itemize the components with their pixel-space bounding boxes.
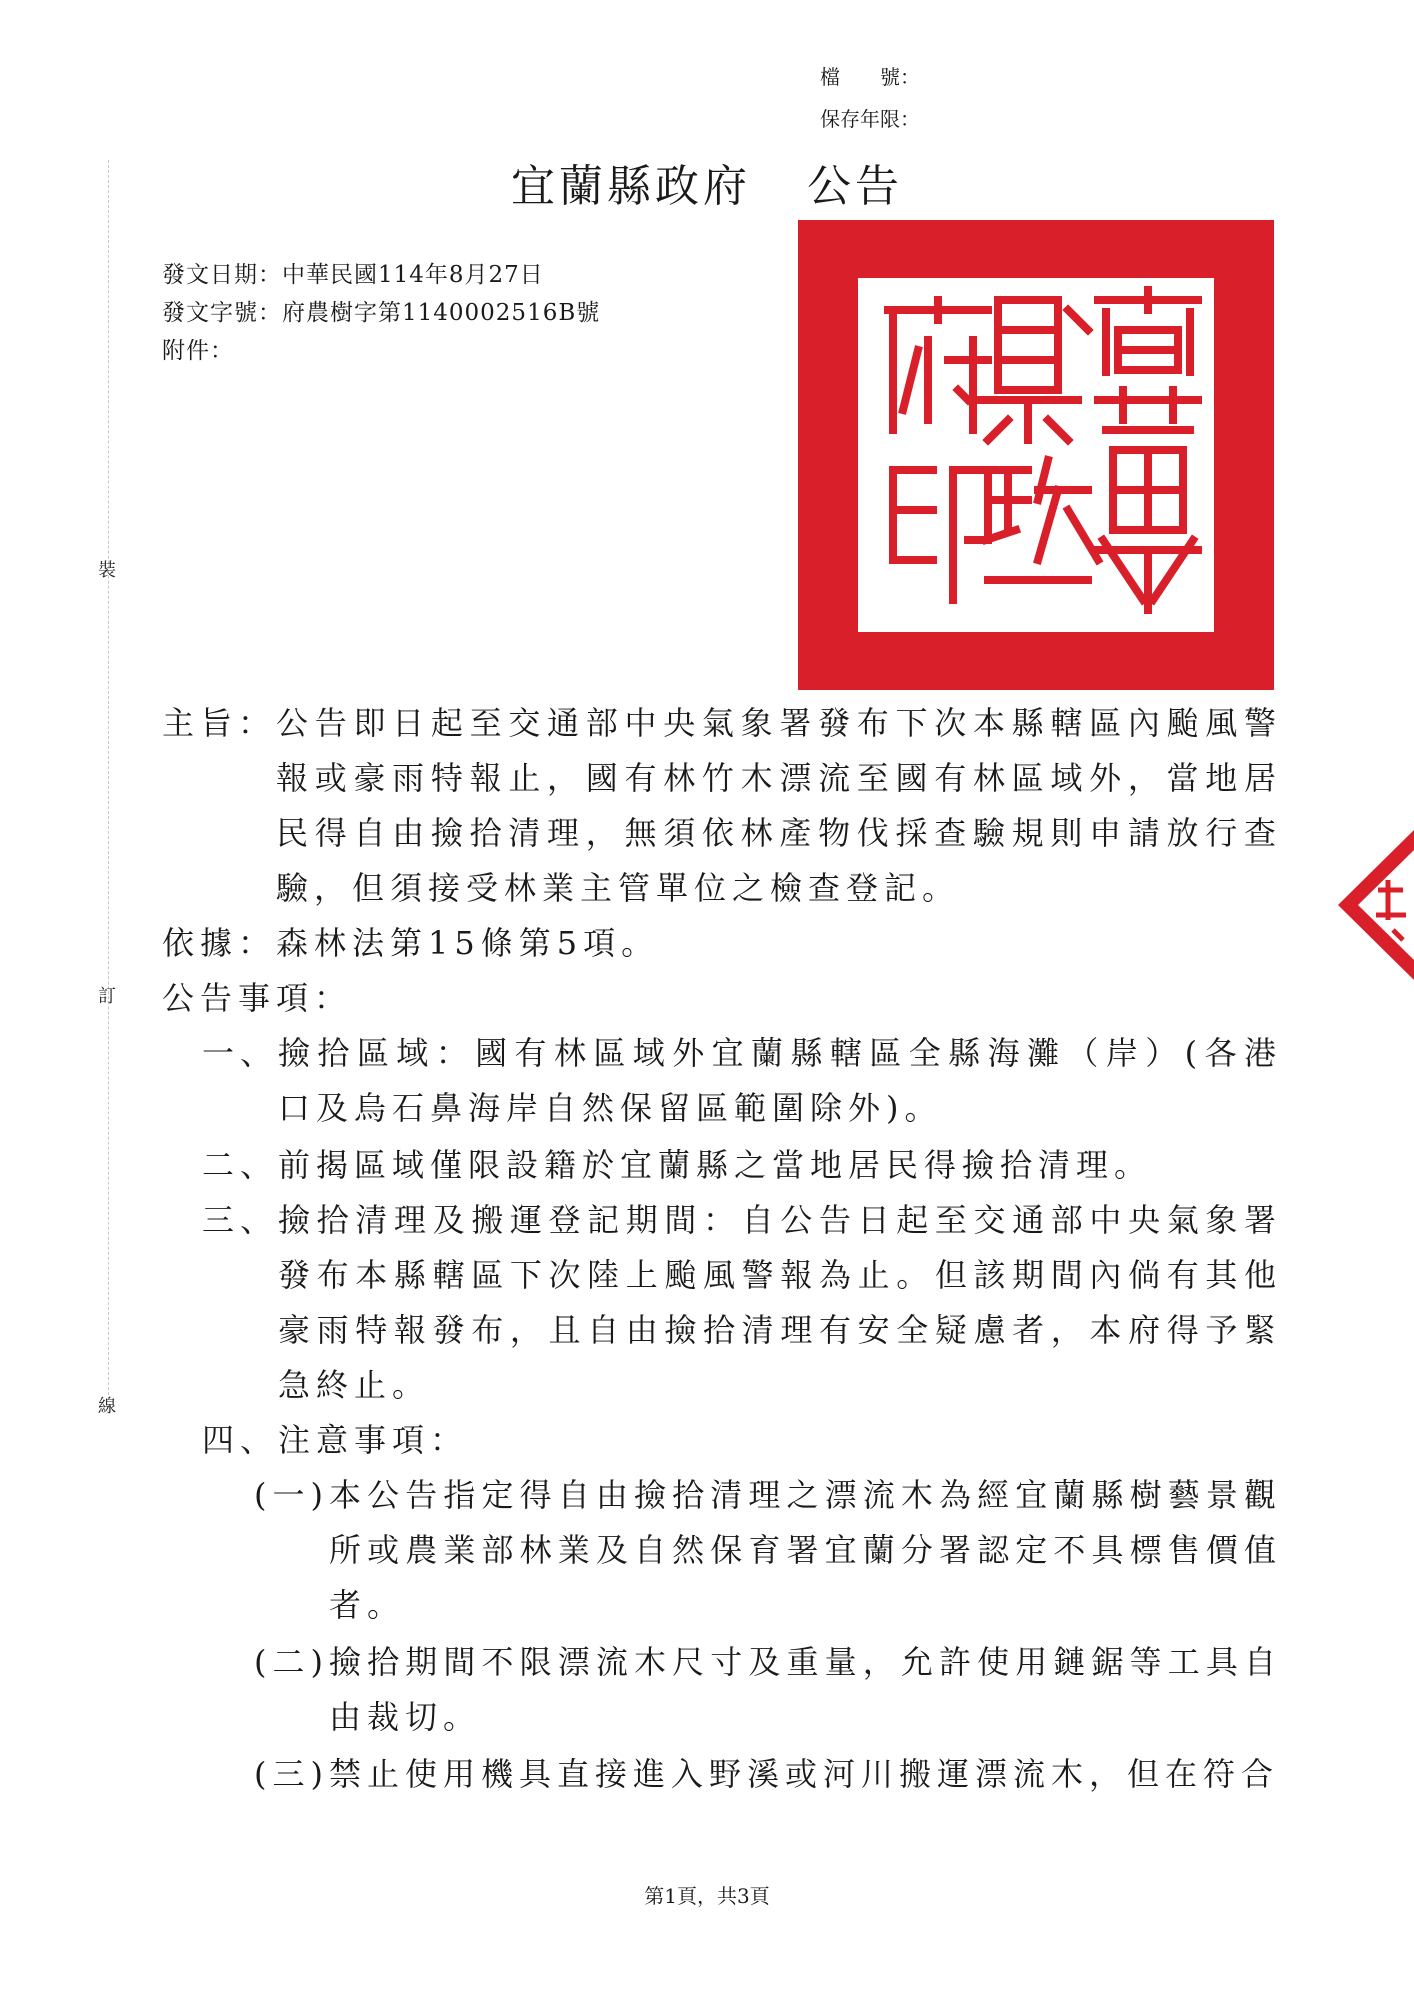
item-1-label: 一、 bbox=[202, 1034, 279, 1072]
subject-label: 主旨： bbox=[162, 704, 277, 742]
item-3-text: 撿拾清理及搬運登記期間：自公告日起至交通部中央氣象署發布本縣轄區下次陸上颱風警報為止。但該期間內倘有其他豪雨特報發布，且自由撿拾清理有安全疑慮者，本府得予緊急終止。 bbox=[278, 1201, 1282, 1404]
partial-seal bbox=[1318, 830, 1414, 980]
subject-paragraph bbox=[162, 696, 1282, 916]
binding-mark-line: 線 bbox=[98, 1396, 116, 1417]
official-seal bbox=[798, 220, 1274, 690]
items-label: 公告事項： bbox=[162, 979, 353, 1017]
item-1 bbox=[162, 1026, 1282, 1136]
items-heading bbox=[162, 971, 1282, 1026]
retention-period-label: 保存年限： bbox=[820, 107, 920, 131]
item-2 bbox=[162, 1138, 1282, 1193]
sub-item-1 bbox=[162, 1468, 1282, 1633]
item-4 bbox=[162, 1413, 1282, 1468]
sub-item-1-label: (一) bbox=[254, 1476, 329, 1514]
sub-item-2-text: 撿拾期間不限漂流木尺寸及重量，允許使用鏈鋸等工具自由裁切。 bbox=[328, 1643, 1282, 1736]
announcement-body bbox=[162, 696, 1282, 1802]
item-4-label: 四、 bbox=[202, 1421, 279, 1459]
binding-line bbox=[108, 160, 109, 1400]
sub-item-2-label: (二) bbox=[254, 1643, 329, 1681]
page-title bbox=[0, 150, 1414, 214]
page-number: 第1頁，共3頁 bbox=[644, 1884, 770, 1908]
item-2-text: 前揭區域僅限設籍於宜蘭縣之當地居民得撿拾清理。 bbox=[278, 1146, 1153, 1184]
basis-label: 依據： bbox=[162, 924, 277, 962]
sub-item-3-text: 禁止使用機具直接進入野溪或河川搬運漂流木，但在符合 bbox=[328, 1755, 1279, 1793]
document-type: 公告 bbox=[807, 161, 903, 212]
basis-paragraph bbox=[162, 916, 1282, 971]
sub-item-2 bbox=[162, 1635, 1282, 1745]
item-2-label: 二、 bbox=[202, 1146, 279, 1184]
agency-name: 宜蘭縣政府 bbox=[511, 161, 751, 212]
item-3-label: 三、 bbox=[202, 1201, 279, 1239]
item-4-text: 注意事項： bbox=[278, 1421, 469, 1459]
basis-text: 森林法第15條第5項。 bbox=[276, 924, 660, 962]
item-3 bbox=[162, 1193, 1282, 1413]
sub-item-3 bbox=[162, 1747, 1282, 1802]
subject-text: 公告即日起至交通部中央氣象署發布下次本縣轄區內颱風警報或豪雨特報止，國有林竹木漂流至國有林區域外，當地居民得自由撿拾清理，無須依林產物伐採查驗規則申請放行查驗，但須接受林業主管單位之檢查登記。 bbox=[276, 704, 1282, 907]
file-info-box bbox=[820, 56, 920, 140]
sub-item-1-text: 本公告指定得自由撿拾清理之漂流木為經宜蘭縣樹藝景觀所或農業部林業及自然保育署宜蘭分署認定不具標售價值者。 bbox=[328, 1476, 1282, 1624]
document-reference: 發文字號：府農樹字第1140002516B號 bbox=[162, 300, 601, 326]
sub-item-3-label: (三) bbox=[254, 1755, 329, 1793]
item-1-text: 撿拾區域：國有林區域外宜蘭縣轄區全縣海灘（岸）(各港口及烏石鼻海岸自然保留區範圍除外)。 bbox=[278, 1034, 1282, 1127]
file-number-label: 檔 號： bbox=[820, 65, 920, 89]
binding-mark-bind: 裝 bbox=[98, 560, 116, 581]
issuance-meta bbox=[162, 256, 600, 370]
attachments: 附件： bbox=[162, 338, 234, 364]
issue-date: 發文日期：中華民國114年8月27日 bbox=[162, 262, 544, 288]
binding-mark-staple: 訂 bbox=[98, 986, 116, 1007]
